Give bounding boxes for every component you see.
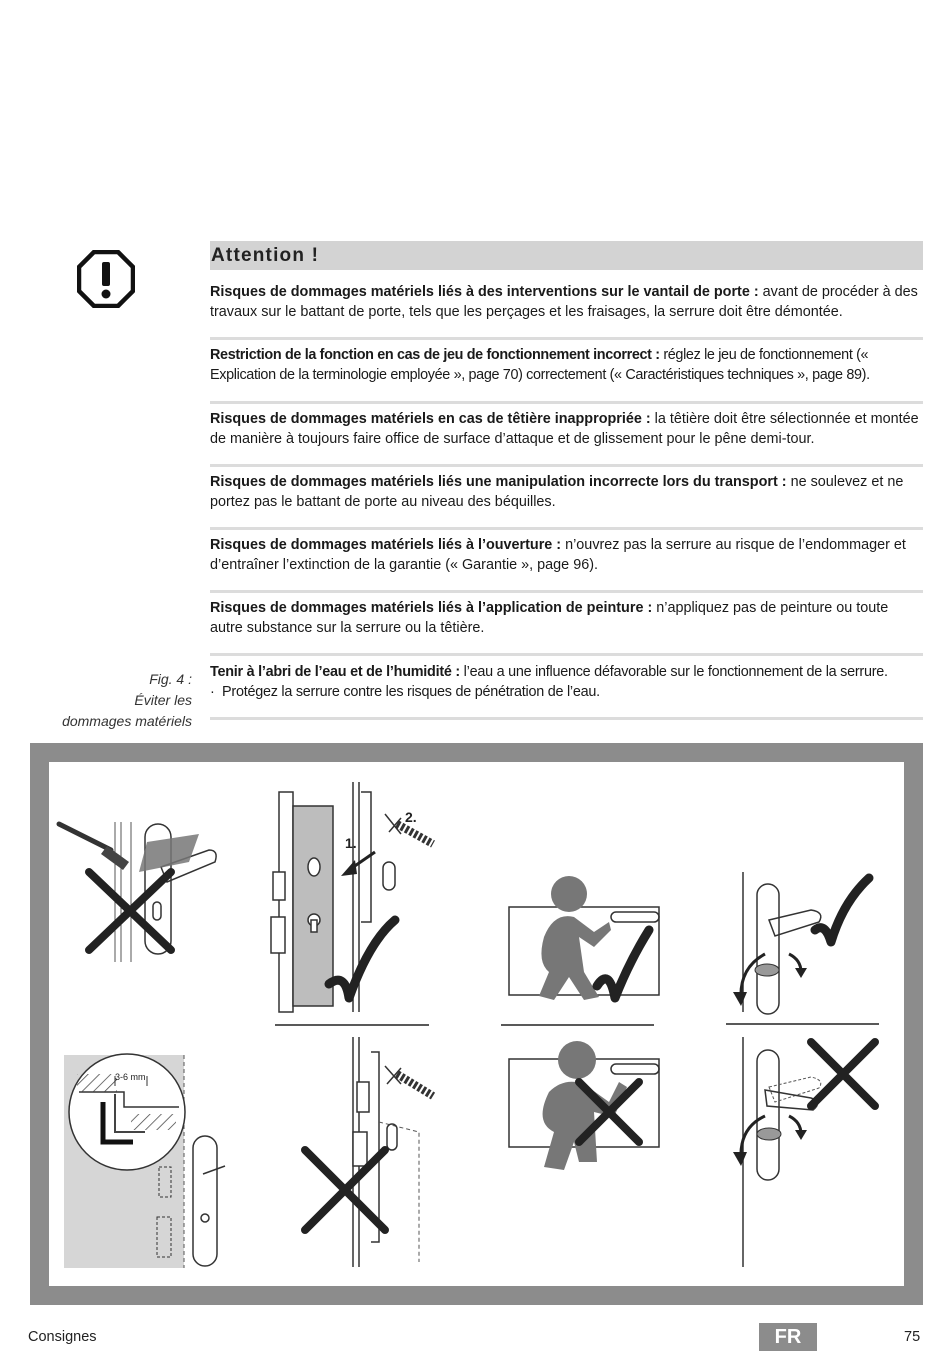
warning-door-leaf: [210, 282, 923, 322]
warning-faceplate: [210, 409, 923, 449]
bullet-text: Protégez la serrure contre les risques de pénétration de l’eau.: [222, 684, 600, 700]
door-handle-incorrect-panel: [509, 1041, 659, 1170]
door-handle-correct-panel: [501, 876, 659, 1025]
step-2-label: 2.: [405, 809, 417, 825]
warning-title: Restriction de la fonction en cas de jeu de fonctionnement incorrect :: [210, 347, 660, 363]
step-1-label: 1.: [345, 835, 357, 851]
handle-rotation-incorrect-panel: [733, 1037, 875, 1267]
separator: [210, 717, 923, 720]
warning-title: Tenir à l’abri de l’eau et de l’humidité :: [210, 664, 460, 680]
attention-title: Attention !: [211, 245, 320, 266]
gap-detail-panel: [64, 1054, 225, 1268]
warning-text: l’eau a une influence défavorable sur le fonctionnement de la serrure.: [459, 664, 888, 680]
lock-insertion-panel: [271, 782, 433, 1025]
language-badge: FR: [759, 1323, 817, 1351]
warning-play-function: [210, 345, 923, 385]
warning-paint: [210, 598, 923, 638]
warning-text: ne soulevez et ne portez pas le battant de porte au niveau des béquilles.: [210, 474, 904, 510]
footer-section-name: Consignes: [28, 1329, 97, 1345]
separator: [210, 337, 923, 340]
separator: [210, 527, 923, 530]
warning-text: n’ouvrez pas la serrure au risque de l’endommager et d’entraîner l’extinction de la garantie (« Garantie », page 96).: [210, 537, 906, 573]
handle-rotation-correct-panel: [726, 872, 879, 1024]
separator: [210, 653, 923, 656]
warning-text: la têtière doit être sélectionnée et montée de manière à toujours faire office de surface d’attaque et de glissement pour le pêne demi-tour.: [210, 411, 919, 447]
separator: [210, 401, 923, 404]
warning-water: [210, 662, 923, 702]
figure-panel: [49, 762, 904, 1286]
warning-title: Risques de dommages matériels liés à des interventions sur le vantail de porte :: [210, 284, 759, 300]
warning-text: n’appliquez pas de peinture ou toute autre substance sur la serrure ou la têtière.: [210, 600, 889, 636]
figure-caption: [30, 669, 192, 732]
warning-title: Risques de dommages matériels liés à l’application de peinture :: [210, 600, 653, 616]
paint-brush-panel: [59, 822, 216, 962]
bullet-marker: ·: [210, 684, 223, 700]
warning-title: Risques de dommages matériels liés une manipulation incorrecte lors du transport :: [210, 474, 787, 490]
warning-transport: [210, 472, 923, 512]
lock-incorrect-panel: [305, 1037, 433, 1267]
warning-text: réglez le jeu de fonctionnement (« Explication de la terminologie employée », page 70) correctement (« Caractéristiques techniques », page 89).: [210, 347, 870, 383]
separator: [210, 590, 923, 593]
warning-octagon-icon: [77, 250, 135, 308]
page-number: 75: [904, 1329, 921, 1345]
caption-line: Fig. 4 :: [149, 671, 192, 687]
caption-line: Éviter les: [134, 692, 192, 708]
warning-title: Risques de dommages matériels liés à l’ouverture :: [210, 537, 562, 553]
caption-line: dommages matériels: [62, 713, 192, 729]
figure-illustration: [49, 762, 904, 1286]
warning-title: Risques de dommages matériels en cas de têtière inappropriée :: [210, 411, 651, 427]
warning-text: avant de procéder à des travaux sur le battant de porte, tels que les perçages et les fraisages, la serrure doit être démontée.: [210, 284, 918, 320]
gap-dimension-label: 3-6 mm: [115, 1072, 146, 1082]
separator: [210, 464, 923, 467]
warning-opening: [210, 535, 923, 575]
